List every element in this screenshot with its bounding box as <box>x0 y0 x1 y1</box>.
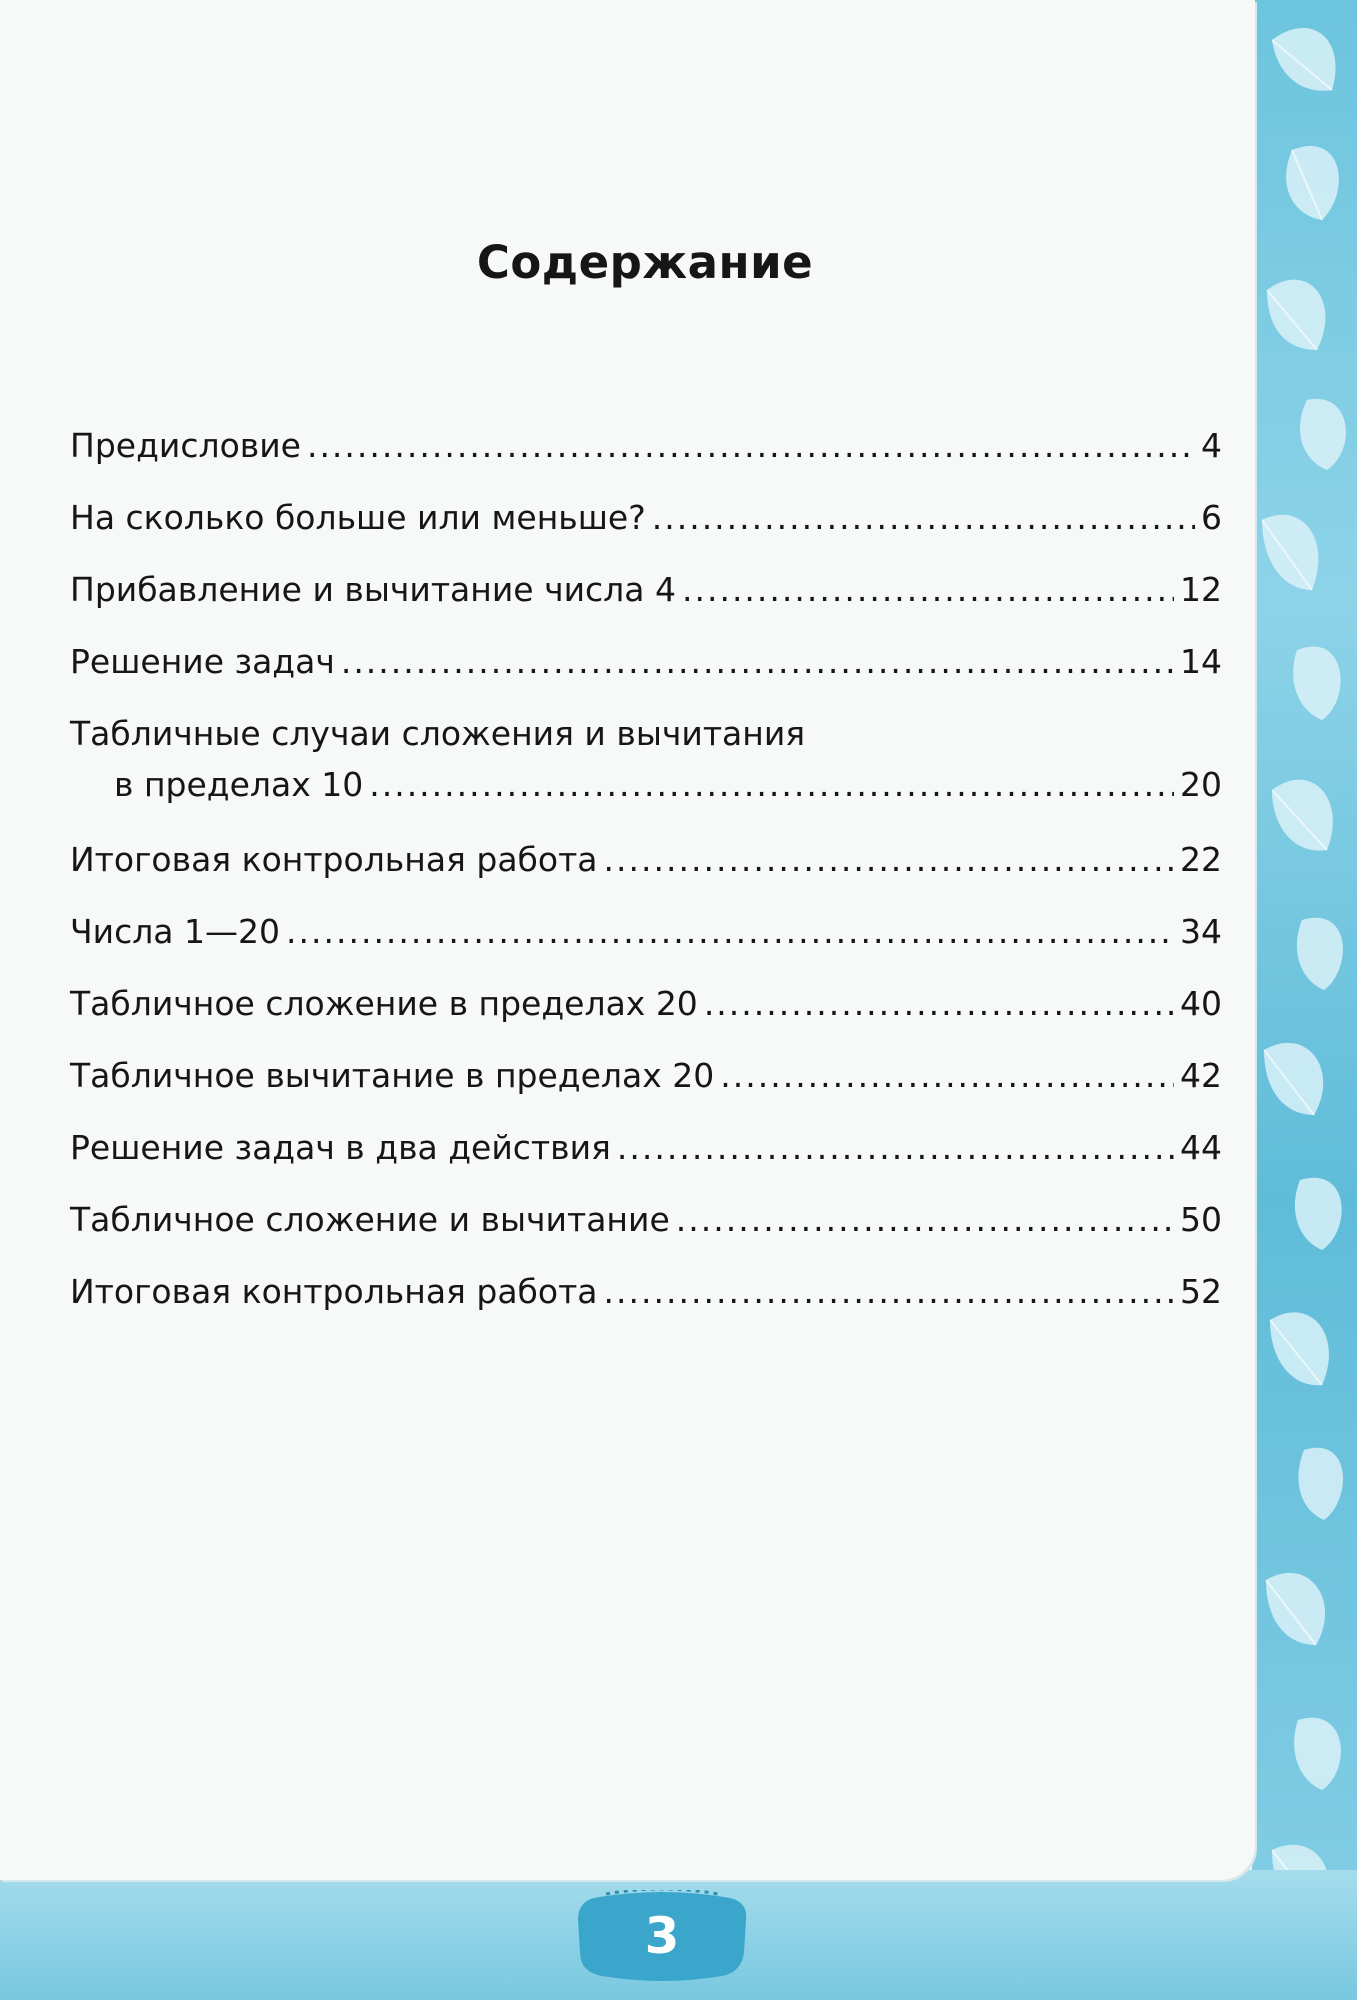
toc-entry-page: 4 <box>1201 426 1222 465</box>
page-number-badge <box>572 1890 752 1982</box>
toc-entry[interactable] <box>70 840 1222 879</box>
toc-entry-label: Табличные случаи сложения и вычитания <box>70 714 806 753</box>
toc-leader-dots <box>369 765 1174 804</box>
toc-entry-page: 40 <box>1180 984 1222 1023</box>
toc-leader-dots <box>604 1272 1174 1311</box>
toc-entry[interactable] <box>70 570 1222 609</box>
toc-entry[interactable] <box>70 1056 1222 1095</box>
toc-entry[interactable] <box>70 642 1222 681</box>
toc-entry[interactable] <box>70 1200 1222 1239</box>
toc-leader-dots <box>286 912 1174 951</box>
toc-entry-page: 22 <box>1180 840 1222 879</box>
toc-entry[interactable] <box>70 912 1222 951</box>
toc-entry-label-continued: в пределах 10 <box>114 765 364 804</box>
toc-entry[interactable] <box>70 426 1222 465</box>
toc-entry[interactable] <box>70 1272 1222 1311</box>
toc-entry-label: Табличное сложение и вычитание <box>70 1200 670 1239</box>
toc-entry-label: Числа 1—20 <box>70 912 281 951</box>
toc-entry-label: Итоговая контрольная работа <box>70 1272 598 1311</box>
toc-leader-dots <box>307 426 1195 465</box>
toc-leader-dots <box>704 984 1174 1023</box>
toc-entry-label: Прибавление и вычитание числа 4 <box>70 570 676 609</box>
toc-entry[interactable] <box>70 714 1222 804</box>
toc-entry-label: Итоговая контрольная работа <box>70 840 598 879</box>
page-number: 3 <box>644 1907 680 1965</box>
toc-leader-dots <box>720 1056 1174 1095</box>
toc-leader-dots <box>341 642 1174 681</box>
toc-leader-dots <box>676 1200 1174 1239</box>
toc-entry[interactable] <box>70 984 1222 1023</box>
toc-entry-label: Решение задач в два действия <box>70 1128 611 1167</box>
toc-entry-label: Табличное вычитание в пределах 20 <box>70 1056 715 1095</box>
toc-entry-page: 42 <box>1180 1056 1222 1095</box>
page-title: Содержание <box>476 236 814 290</box>
toc-entry-page: 12 <box>1180 570 1222 609</box>
leaf-decoration <box>1252 0 1357 2000</box>
toc-entry-page: 50 <box>1180 1200 1222 1239</box>
toc-leader-dots <box>604 840 1174 879</box>
toc-entry[interactable] <box>70 498 1222 537</box>
toc-entry[interactable] <box>70 1128 1222 1167</box>
toc-leader-dots <box>652 498 1195 537</box>
toc-leader-dots <box>682 570 1174 609</box>
toc-leader-dots <box>617 1128 1174 1167</box>
toc-entry-page: 34 <box>1180 912 1222 951</box>
toc-entry-label: Решение задач <box>70 642 335 681</box>
toc-entry-label: Табличное сложение в пределах 20 <box>70 984 698 1023</box>
toc-entry-page: 6 <box>1201 498 1222 537</box>
toc-entry-page: 14 <box>1180 642 1222 681</box>
toc-entry-page: 20 <box>1180 765 1222 804</box>
toc-entry-label: Предисловие <box>70 426 301 465</box>
leaf-pattern-icon <box>1252 0 1357 2000</box>
toc-entry-label: На сколько больше или меньше? <box>70 498 646 537</box>
toc-entry-page: 44 <box>1180 1128 1222 1167</box>
toc-entry-page: 52 <box>1180 1272 1222 1311</box>
